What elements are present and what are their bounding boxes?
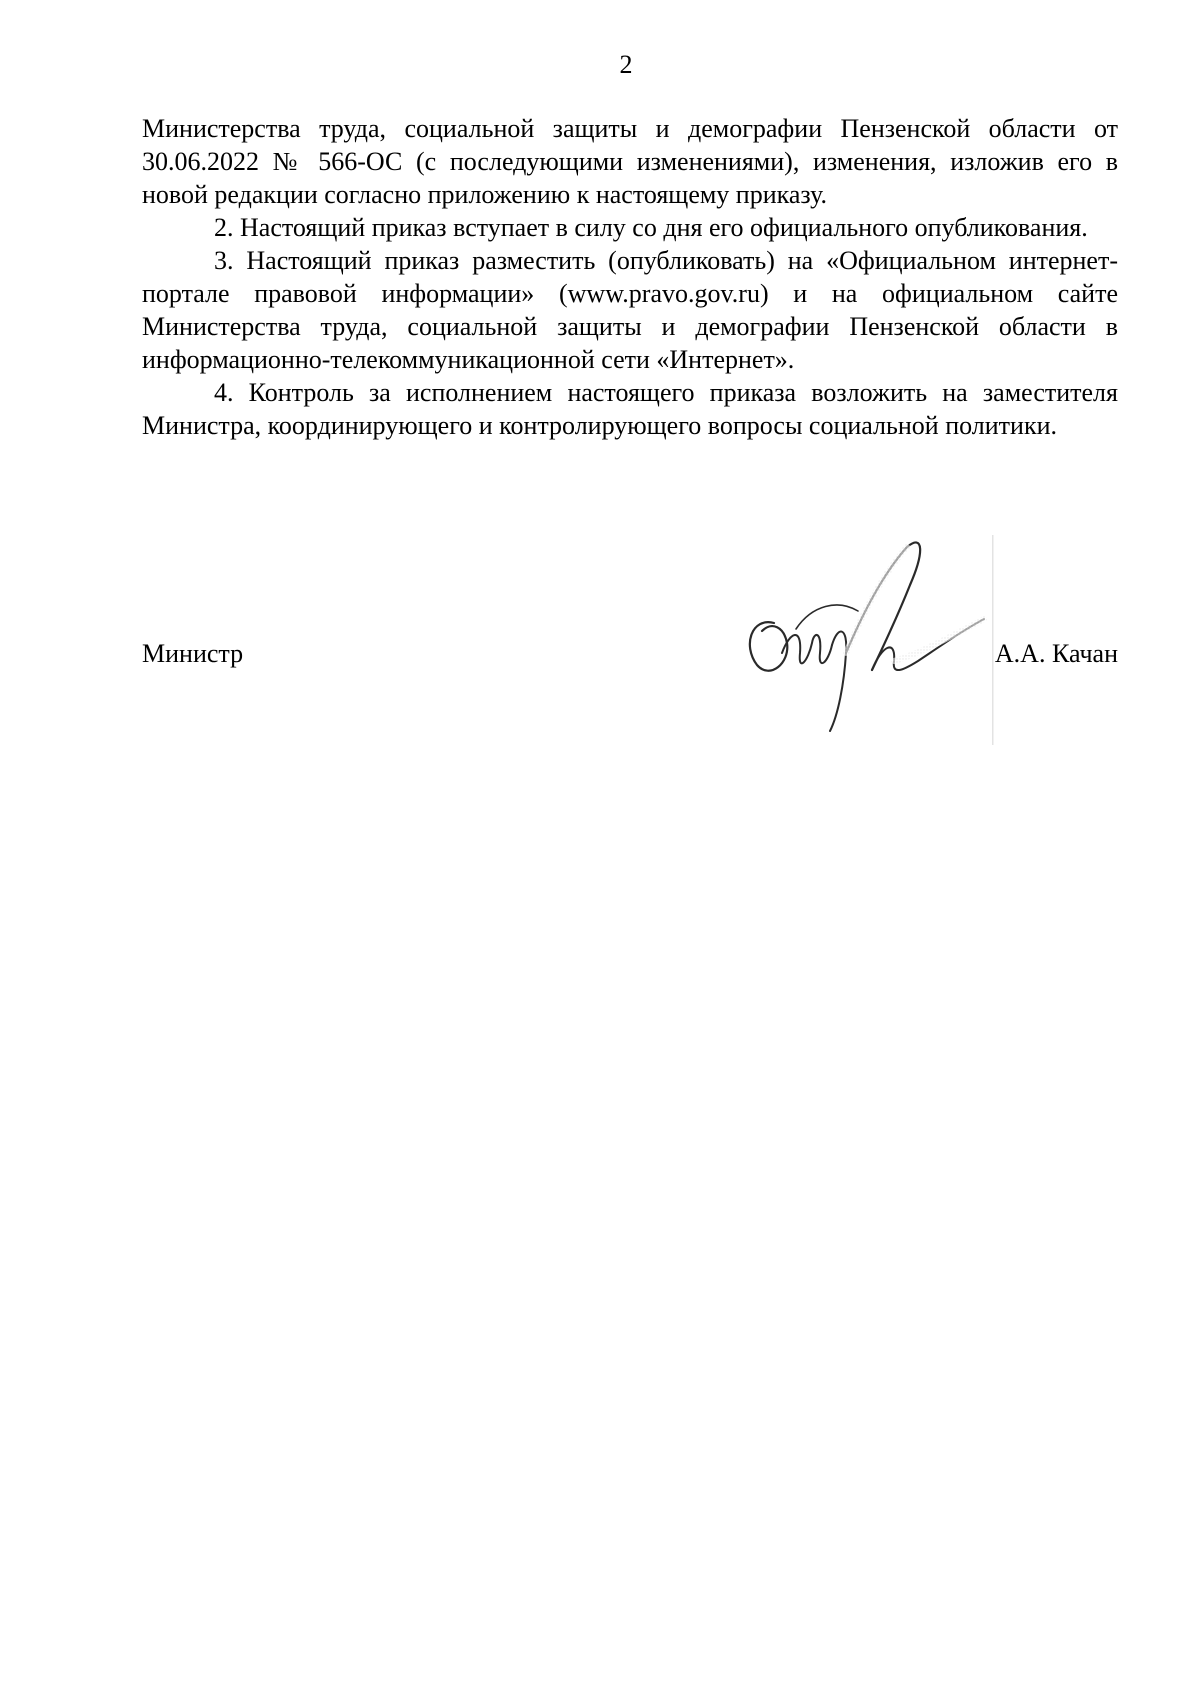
signatory-name: А.А. Качан [994,639,1118,668]
paragraph-item-3: 3. Настоящий приказ разместить (опубликовать) на «Официальном интернет-портале правовой информации» (www.pravo.gov.ru) и на официальном сайте Министерства труда, социальной защиты и демографии Пензенской области в информационно-телекоммуникационной сети «Интернет». [142,246,1118,374]
signature-block [142,535,1118,745]
paragraph-continuation: Министерства труда, социальной защиты и демографии Пензенской области от 30.06.2022 № 566-ОС (с последующими изменениями), изменения, изложив его в новой редакции согласно приложению к настоящему приказу. [142,114,1118,209]
document-body [142,112,1118,442]
page-number: 2 [619,50,633,79]
paragraph-item-2: 2. Настоящий приказ вступает в силу со дня его официального опубликования. [214,213,1088,242]
paragraph-item-4: 4. Контроль за исполнением настоящего приказа возложить на заместителя Министра, координирующего и контролирующего вопросы социальной политики. [142,378,1118,440]
signatory-title: Министр [142,639,244,668]
handwritten-signature [662,535,1022,745]
